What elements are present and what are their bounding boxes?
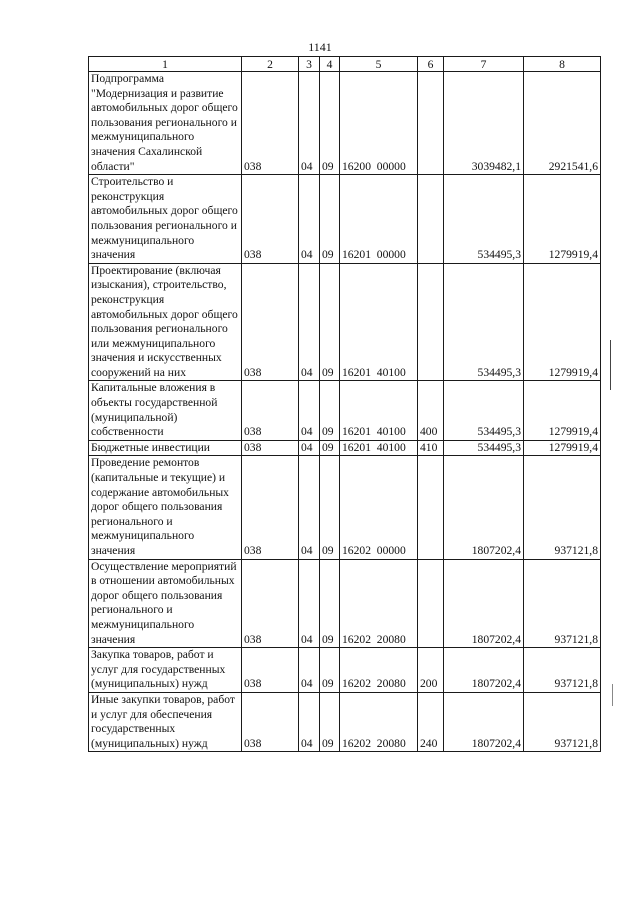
expense-type-code — [418, 175, 444, 264]
ministry-code: 038 — [242, 175, 299, 264]
column-header: 5 — [340, 57, 418, 72]
target-article-code: 16201 40100 — [340, 381, 418, 440]
subsection-code: 09 — [320, 72, 340, 175]
ministry-code: 038 — [242, 263, 299, 381]
sum-column-8: 937121,8 — [524, 559, 601, 648]
sum-column-8: 937121,8 — [524, 456, 601, 559]
ministry-code: 038 — [242, 440, 299, 456]
target-article-code: 16202 20080 — [340, 692, 418, 751]
row-name: Проведение ремонтов (капитальные и текущие) и содержание автомобильных дорог общего пользования регионального и межмуниципального значения — [89, 456, 242, 559]
target-article-code: 16201 00000 — [340, 175, 418, 264]
row-name: Закупка товаров, работ и услуг для государственных (муниципальных) нужд — [89, 648, 242, 693]
table-row — [89, 440, 601, 456]
row-name: Бюджетные инвестиции — [89, 440, 242, 456]
column-header: 8 — [524, 57, 601, 72]
sum-column-7: 3039482,1 — [444, 72, 524, 175]
subsection-code: 09 — [320, 381, 340, 440]
subsection-code: 09 — [320, 175, 340, 264]
row-name: Осуществление мероприятий в отношении автомобильных дорог общего пользования регионального и межмуниципального значения — [89, 559, 242, 648]
table-row — [89, 175, 601, 264]
ministry-code: 038 — [242, 456, 299, 559]
budget-table — [88, 56, 601, 752]
section-code: 04 — [299, 456, 320, 559]
expense-type-code: 200 — [418, 648, 444, 693]
section-code: 04 — [299, 648, 320, 693]
row-name: Подпрограмма "Модернизация и развитие автомобильных дорог общего пользования регионального и межмуниципального значения Сахалинской области" — [89, 72, 242, 175]
sum-column-7: 534495,3 — [444, 263, 524, 381]
expense-type-code — [418, 559, 444, 648]
sum-column-7: 1807202,4 — [444, 559, 524, 648]
sum-column-8: 1279919,4 — [524, 263, 601, 381]
column-header: 3 — [299, 57, 320, 72]
table-body — [89, 72, 601, 752]
section-code: 04 — [299, 692, 320, 751]
ministry-code: 038 — [242, 648, 299, 693]
table-row — [89, 559, 601, 648]
sum-column-7: 534495,3 — [444, 440, 524, 456]
table-row — [89, 381, 601, 440]
target-article-code: 16201 40100 — [340, 263, 418, 381]
sum-column-7: 1807202,4 — [444, 692, 524, 751]
subsection-code: 09 — [320, 456, 340, 559]
section-code: 04 — [299, 381, 320, 440]
expense-type-code — [418, 456, 444, 559]
target-article-code: 16200 00000 — [340, 72, 418, 175]
row-name: Строительство и реконструкция автомобильных дорог общего пользования регионального и межмуниципального значения — [89, 175, 242, 264]
sum-column-8: 1279919,4 — [524, 440, 601, 456]
section-code: 04 — [299, 559, 320, 648]
subsection-code: 09 — [320, 263, 340, 381]
column-header: 7 — [444, 57, 524, 72]
section-code: 04 — [299, 175, 320, 264]
section-code: 04 — [299, 263, 320, 381]
table-row — [89, 648, 601, 693]
section-code: 04 — [299, 72, 320, 175]
column-header: 6 — [418, 57, 444, 72]
table-row — [89, 456, 601, 559]
row-name: Капитальные вложения в объекты государственной (муниципальной) собственности — [89, 381, 242, 440]
target-article-code: 16202 20080 — [340, 648, 418, 693]
sum-column-8: 1279919,4 — [524, 381, 601, 440]
table-row — [89, 72, 601, 175]
subsection-code: 09 — [320, 440, 340, 456]
column-header: 2 — [242, 57, 299, 72]
sum-column-7: 1807202,4 — [444, 648, 524, 693]
expense-type-code — [418, 72, 444, 175]
subsection-code: 09 — [320, 692, 340, 751]
sum-column-8: 2921541,6 — [524, 72, 601, 175]
ministry-code: 038 — [242, 381, 299, 440]
table-row — [89, 692, 601, 751]
target-article-code: 16202 00000 — [340, 456, 418, 559]
row-name: Иные закупки товаров, работ и услуг для обеспечения государственных (муниципальных) нужд — [89, 692, 242, 751]
header-row — [89, 57, 601, 72]
sum-column-8: 937121,8 — [524, 648, 601, 693]
ministry-code: 038 — [242, 72, 299, 175]
scan-mark — [610, 340, 611, 390]
sum-column-7: 534495,3 — [444, 381, 524, 440]
expense-type-code: 410 — [418, 440, 444, 456]
expense-type-code — [418, 263, 444, 381]
scan-mark — [612, 684, 613, 706]
sum-column-8: 1279919,4 — [524, 175, 601, 264]
sum-column-7: 1807202,4 — [444, 456, 524, 559]
row-name: Проектирование (включая изыскания), строительство, реконструкция автомобильных дорог общего пользования регионального или межмуниципального значения и искусственных сооружений на них — [89, 263, 242, 381]
column-header: 1 — [89, 57, 242, 72]
section-code: 04 — [299, 440, 320, 456]
target-article-code: 16201 40100 — [340, 440, 418, 456]
sum-column-7: 534495,3 — [444, 175, 524, 264]
subsection-code: 09 — [320, 648, 340, 693]
ministry-code: 038 — [242, 692, 299, 751]
sum-column-8: 937121,8 — [524, 692, 601, 751]
target-article-code: 16202 20080 — [340, 559, 418, 648]
ministry-code: 038 — [242, 559, 299, 648]
subsection-code: 09 — [320, 559, 340, 648]
expense-type-code: 400 — [418, 381, 444, 440]
expense-type-code: 240 — [418, 692, 444, 751]
table-row — [89, 263, 601, 381]
column-header: 4 — [320, 57, 340, 72]
page-number: 1141 — [308, 40, 332, 54]
